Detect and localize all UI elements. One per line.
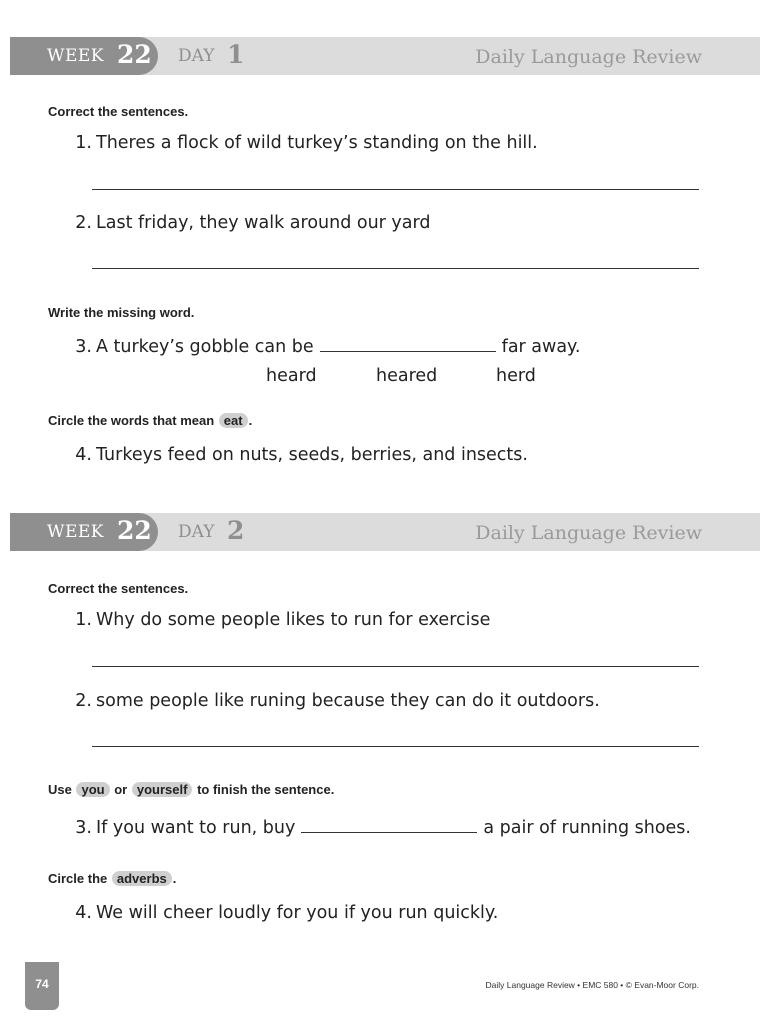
word-choice[interactable]: herd xyxy=(496,366,536,386)
instruction-period: . xyxy=(172,871,177,886)
day-label: DAY xyxy=(178,46,215,66)
question-4 xyxy=(70,903,498,923)
day1-header-banner xyxy=(10,37,760,75)
question-text: Last friday, they walk around our yard xyxy=(96,213,431,233)
word-choice[interactable]: heard xyxy=(266,366,317,386)
question-2 xyxy=(70,691,600,711)
page-number: 74 xyxy=(25,962,59,1010)
week-number: 22 xyxy=(117,40,152,69)
instruction-use-you xyxy=(48,782,334,797)
question-text-end: a pair of running shoes. xyxy=(483,818,691,838)
question-text-end: far away. xyxy=(501,337,581,357)
question-number: 1. xyxy=(75,610,92,630)
instruction-missing-word: Write the missing word. xyxy=(48,305,195,320)
instruction-text: Circle the xyxy=(48,871,108,886)
question-1 xyxy=(70,133,538,153)
instruction-text: Use xyxy=(48,782,72,797)
question-3 xyxy=(70,818,691,838)
question-number: 4. xyxy=(75,903,92,923)
answer-line[interactable] xyxy=(92,746,699,747)
fill-in-blank[interactable] xyxy=(320,350,496,352)
instruction-correct: Correct the sentences. xyxy=(48,104,189,119)
banner-title: Daily Language Review xyxy=(475,46,702,68)
keyword-pill: eat xyxy=(219,413,248,428)
keyword-pill: adverbs xyxy=(112,871,172,886)
question-1 xyxy=(70,610,490,630)
question-text: Turkeys feed on nuts, seeds, berries, and insects. xyxy=(96,445,528,465)
question-2 xyxy=(70,213,431,233)
day2-header-banner xyxy=(10,513,760,551)
week-label: WEEK xyxy=(47,46,104,66)
instruction-circle-words xyxy=(48,413,252,428)
instruction-period: . xyxy=(248,413,253,428)
instruction-correct: Correct the sentences. xyxy=(48,581,189,596)
question-number: 3. xyxy=(75,818,92,838)
question-text: Theres a flock of wild turkey’s standing on the hill. xyxy=(96,133,538,153)
banner-title: Daily Language Review xyxy=(475,522,702,544)
instruction-text: to finish the sentence. xyxy=(197,782,335,797)
question-text: Why do some people likes to run for exercise xyxy=(96,610,491,630)
question-number: 2. xyxy=(75,691,92,711)
question-3 xyxy=(70,337,580,357)
keyword-pill-you: you xyxy=(76,782,109,797)
day-number: 2 xyxy=(227,516,245,545)
week-tab xyxy=(10,37,158,75)
day-number: 1 xyxy=(227,40,245,69)
instruction-text: Circle the words that mean xyxy=(48,413,215,428)
day-label: DAY xyxy=(178,522,215,542)
question-number: 1. xyxy=(75,133,92,153)
answer-line[interactable] xyxy=(92,666,699,667)
answer-line[interactable] xyxy=(92,189,699,190)
question-text: A turkey’s gobble can be xyxy=(96,337,314,357)
week-number: 22 xyxy=(117,516,152,545)
keyword-pill-yourself: yourself xyxy=(132,782,193,797)
question-number: 2. xyxy=(75,213,92,233)
instruction-text: or xyxy=(114,782,128,797)
week-label: WEEK xyxy=(47,522,104,542)
question-4 xyxy=(70,445,528,465)
word-choice[interactable]: heared xyxy=(376,366,438,386)
question-text: We will cheer loudly for you if you run quickly. xyxy=(96,903,499,923)
week-tab xyxy=(10,513,158,551)
footer-credit: Daily Language Review • EMC 580 • © Evan-Moor Corp. xyxy=(485,980,699,990)
question-number: 4. xyxy=(75,445,92,465)
answer-line[interactable] xyxy=(92,268,699,269)
question-text: If you want to run, buy xyxy=(96,818,296,838)
fill-in-blank[interactable] xyxy=(301,831,477,833)
question-number: 3. xyxy=(75,337,92,357)
question-text: some people like runing because they can do it outdoors. xyxy=(96,691,600,711)
instruction-circle-adverbs xyxy=(48,871,176,886)
